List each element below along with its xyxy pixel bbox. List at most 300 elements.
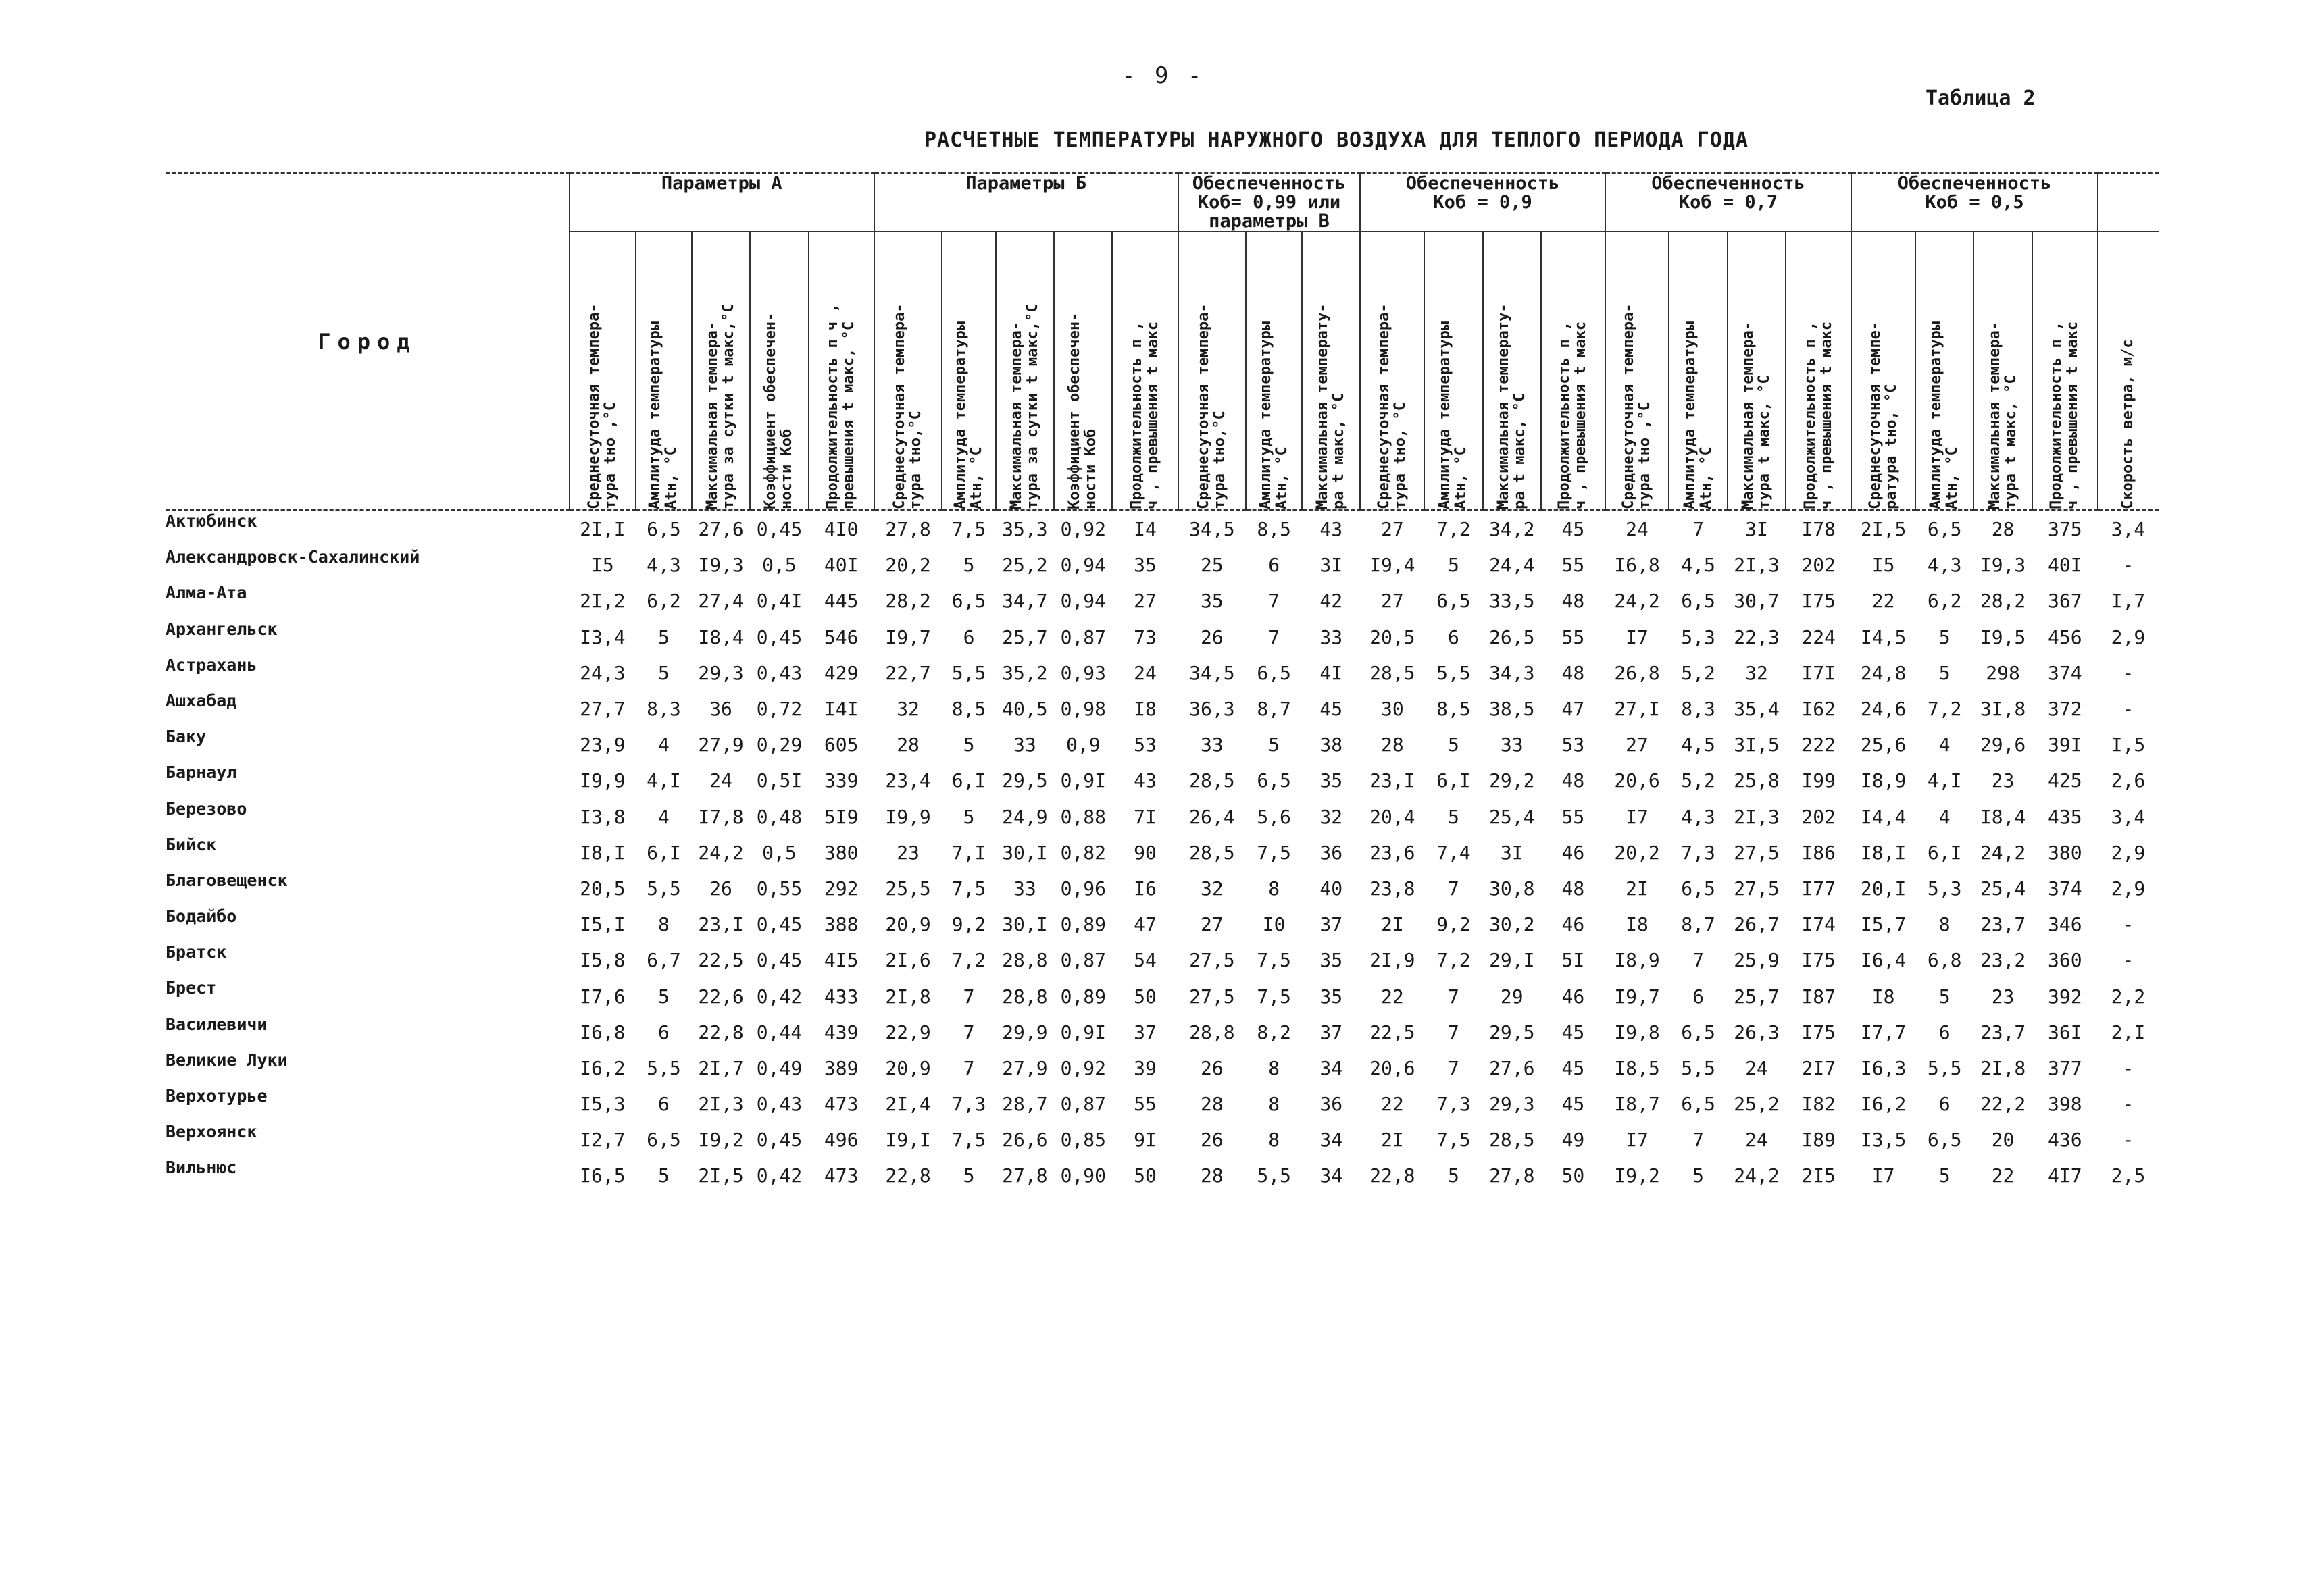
table-cell: 7,I bbox=[951, 841, 986, 864]
column-header bbox=[1178, 232, 1247, 511]
table-cell: 48 bbox=[1561, 769, 1585, 792]
table-cell: 54 bbox=[1134, 949, 1157, 972]
table-cell: 26,8 bbox=[1614, 661, 1660, 684]
table-cell: I5,8 bbox=[580, 949, 626, 972]
table-cell: I6 bbox=[1134, 877, 1157, 900]
table-cell: 22,2 bbox=[1980, 1093, 2026, 1116]
table-cell: I9,2 bbox=[1614, 1164, 1660, 1187]
table-cell: 5 bbox=[1938, 661, 1951, 684]
table-cell: 6 bbox=[1447, 625, 1459, 648]
table-cell: 45 bbox=[1561, 1093, 1585, 1116]
table-cell: 8 bbox=[1268, 1129, 1280, 1152]
column-header-label: Продолжительность п ч , превышения t макс, °С bbox=[824, 303, 858, 509]
table-cell: 22,8 bbox=[885, 1164, 931, 1187]
table-cell: 20,9 bbox=[885, 913, 931, 936]
city-name: Верхотурье bbox=[166, 1086, 268, 1106]
table-cell: 0,45 bbox=[756, 518, 803, 541]
table-cell: 7 bbox=[963, 1056, 975, 1079]
table-cell: 6,5 bbox=[647, 518, 681, 541]
table-cell: 50 bbox=[1561, 1164, 1585, 1187]
table-cell: I8,7 bbox=[1614, 1093, 1660, 1116]
table-cell: 8 bbox=[1938, 913, 1951, 936]
table-cell: 29,5 bbox=[1489, 1021, 1535, 1044]
table-cell: 5 bbox=[963, 554, 975, 577]
table-cell: 4I bbox=[1319, 661, 1343, 684]
table-cell: 2I bbox=[1380, 1129, 1404, 1152]
city-name: Благовещенск bbox=[166, 870, 288, 890]
table-cell: 28 bbox=[1201, 1164, 1224, 1187]
table-cell: I0 bbox=[1262, 913, 1286, 936]
city-name: Братск bbox=[166, 942, 227, 962]
table-cell: - bbox=[2122, 1129, 2134, 1152]
table-cell: 7I bbox=[1134, 805, 1157, 828]
table-cell: 0,45 bbox=[756, 949, 803, 972]
table-cell: I7,7 bbox=[1860, 1021, 1907, 1044]
table-cell: I9,I bbox=[885, 1129, 931, 1152]
city-name: Бийск bbox=[166, 834, 217, 854]
table-cell: 6,I bbox=[951, 769, 986, 792]
table-cell: 23 bbox=[1991, 769, 2015, 792]
table-cell: 5 bbox=[1447, 805, 1459, 828]
table-cell: 0,87 bbox=[1060, 949, 1106, 972]
table-cell: 202 bbox=[1801, 805, 1836, 828]
table-cell: 5 bbox=[658, 1164, 670, 1187]
table-cell: 8 bbox=[1268, 877, 1280, 900]
column-header-label: Максимальная темпера- тура t макс, °С bbox=[1739, 321, 1773, 509]
table-cell: 7 bbox=[1268, 590, 1280, 613]
table-cell: 90 bbox=[1134, 841, 1157, 864]
table-cell: 7 bbox=[1692, 518, 1704, 541]
table-cell: 7,3 bbox=[1436, 1093, 1471, 1116]
table-cell: 8,5 bbox=[1257, 518, 1291, 541]
column-header bbox=[636, 232, 692, 511]
table-cell: 22,5 bbox=[1369, 1021, 1415, 1044]
table-cell: 4 bbox=[1938, 733, 1951, 756]
table-cell: 5 bbox=[1447, 554, 1459, 577]
table-cell: 8,3 bbox=[647, 698, 681, 721]
table-cell: 53 bbox=[1561, 733, 1585, 756]
table-cell: 2I bbox=[1626, 877, 1649, 900]
table-cell: 5 bbox=[963, 733, 975, 756]
table-cell: 0,5 bbox=[762, 841, 797, 864]
column-header bbox=[874, 232, 942, 511]
table-cell: 46 bbox=[1561, 841, 1585, 864]
table-cell: 2,I bbox=[2111, 1021, 2146, 1044]
table-cell: 6,7 bbox=[647, 949, 681, 972]
table-cell: 47 bbox=[1134, 913, 1157, 936]
table-cell: I99 bbox=[1801, 769, 1836, 792]
table-cell: 7,2 bbox=[1927, 698, 1962, 721]
table-row bbox=[166, 655, 2159, 691]
table-cell: 0,48 bbox=[756, 805, 803, 828]
table-cell: 50 bbox=[1134, 1164, 1157, 1187]
city-name: Василевичи bbox=[166, 1014, 268, 1034]
table-cell: I5,3 bbox=[580, 1093, 626, 1116]
table-cell: 25,6 bbox=[1860, 733, 1907, 756]
table-cell: 28,2 bbox=[1980, 590, 2026, 613]
table-cell: 0,87 bbox=[1060, 625, 1106, 648]
table-row bbox=[166, 799, 2159, 835]
table-cell: I9,3 bbox=[1980, 554, 2026, 577]
table-cell: 2,9 bbox=[2111, 625, 2146, 648]
table-cell: 2,5 bbox=[2111, 1164, 2146, 1187]
table-cell: 33 bbox=[1319, 625, 1343, 648]
table-cell: 20 bbox=[1991, 1129, 2015, 1152]
table-cell: 20,4 bbox=[1369, 805, 1415, 828]
table-cell: 24,2 bbox=[1734, 1164, 1780, 1187]
table-cell: 0,44 bbox=[756, 1021, 803, 1044]
table-cell: 26,5 bbox=[1489, 625, 1535, 648]
table-cell: 8,2 bbox=[1257, 1021, 1291, 1044]
table-cell: 5,2 bbox=[1681, 769, 1715, 792]
table-cell: 0,89 bbox=[1060, 985, 1106, 1008]
table-body bbox=[166, 511, 2159, 1194]
table-cell: 37 bbox=[1319, 1021, 1343, 1044]
city-name: Вильнюс bbox=[166, 1158, 237, 1178]
table-cell: I6,2 bbox=[580, 1056, 626, 1079]
table-cell: 6 bbox=[658, 1021, 670, 1044]
table-cell: 5,5 bbox=[1436, 661, 1471, 684]
table-cell: 26,6 bbox=[1002, 1129, 1048, 1152]
table-cell: 4I7 bbox=[2048, 1164, 2082, 1187]
table-cell: I7 bbox=[1626, 625, 1649, 648]
table-cell: 32 bbox=[1745, 661, 1768, 684]
column-header-label: Амплитуда температуры Atн, °С bbox=[1681, 321, 1715, 509]
table-cell: - bbox=[2122, 1056, 2134, 1079]
table-cell: 8,7 bbox=[1681, 913, 1715, 936]
table-cell: 8,5 bbox=[951, 698, 986, 721]
table-cell: I7I bbox=[1801, 661, 1836, 684]
column-header bbox=[809, 232, 874, 511]
table-cell: 2I,4 bbox=[885, 1093, 931, 1116]
table-cell: 3I,5 bbox=[1734, 733, 1780, 756]
table-cell: 0,93 bbox=[1060, 661, 1106, 684]
table-cell: 28,8 bbox=[1002, 949, 1048, 972]
column-header bbox=[1360, 232, 1424, 511]
table-cell: I8,I bbox=[580, 841, 626, 864]
table-cell: I86 bbox=[1801, 841, 1836, 864]
table-row bbox=[166, 871, 2159, 906]
table-cell: 6,5 bbox=[1927, 518, 1962, 541]
table-cell: 22,9 bbox=[885, 1021, 931, 1044]
table-cell: 23,7 bbox=[1980, 1021, 2026, 1044]
table-cell: 37 bbox=[1134, 1021, 1157, 1044]
table-row bbox=[166, 583, 2159, 619]
table-cell: 26,4 bbox=[1189, 805, 1235, 828]
table-cell: 0,94 bbox=[1060, 590, 1106, 613]
column-header bbox=[692, 232, 750, 511]
table-cell: 30,I bbox=[1002, 913, 1048, 936]
table-cell: - bbox=[2122, 913, 2134, 936]
column-header bbox=[1424, 232, 1482, 511]
table-cell: 20,6 bbox=[1369, 1056, 1415, 1079]
column-header bbox=[1728, 232, 1786, 511]
table-cell: 439 bbox=[824, 1021, 859, 1044]
table-cell: 22,3 bbox=[1734, 625, 1780, 648]
table-cell: 25 bbox=[1201, 554, 1224, 577]
table-cell: 34 bbox=[1319, 1056, 1343, 1079]
table-cell: - bbox=[2122, 661, 2134, 684]
table-cell: 27 bbox=[1201, 913, 1224, 936]
table-cell: I6,5 bbox=[580, 1164, 626, 1187]
table-cell: 9I bbox=[1134, 1129, 1157, 1152]
table-cell: 55 bbox=[1561, 554, 1585, 577]
table-cell: 0,5 bbox=[762, 554, 797, 577]
group-header: Параметры А bbox=[570, 174, 874, 232]
table-row bbox=[166, 763, 2159, 798]
table-cell: I5 bbox=[1871, 554, 1895, 577]
table-cell: 4 bbox=[658, 805, 670, 828]
table-cell: 35 bbox=[1319, 985, 1343, 1008]
table-cell: 26,3 bbox=[1734, 1021, 1780, 1044]
table-row bbox=[166, 835, 2159, 871]
table-cell: 6 bbox=[1938, 1021, 1951, 1044]
table-cell: 22,8 bbox=[1369, 1164, 1415, 1187]
table-cell: 0,45 bbox=[756, 625, 803, 648]
table-cell: - bbox=[2122, 949, 2134, 972]
table-cell: 546 bbox=[824, 625, 859, 648]
table-cell: 45 bbox=[1561, 1021, 1585, 1044]
table-cell: I8,5 bbox=[1614, 1056, 1660, 1079]
table-cell: 53 bbox=[1134, 733, 1157, 756]
city-name: Актюбинск bbox=[166, 511, 257, 531]
table-cell: 605 bbox=[824, 733, 859, 756]
column-header-label: Амплитуда температуры Atн, °С bbox=[952, 321, 986, 509]
table-cell: I7 bbox=[1871, 1164, 1895, 1187]
table-cell: 4,I bbox=[647, 769, 681, 792]
table-cell: 28 bbox=[1201, 1093, 1224, 1116]
table-cell: 24 bbox=[1626, 518, 1649, 541]
table-cell: 45 bbox=[1319, 698, 1343, 721]
table-cell: 35 bbox=[1134, 554, 1157, 577]
table-cell: 30,2 bbox=[1489, 913, 1535, 936]
table-cell: 27,8 bbox=[1002, 1164, 1048, 1187]
table-cell: 298 bbox=[1986, 661, 2020, 684]
table-cell: 0,72 bbox=[756, 698, 803, 721]
table-cell: 23,8 bbox=[1369, 877, 1415, 900]
table-cell: 2I,3 bbox=[1734, 805, 1780, 828]
group-header: Обеспеченность Коб= 0,99 или параметры В bbox=[1178, 174, 1361, 232]
table-cell: 32 bbox=[897, 698, 920, 721]
table-cell: 4,5 bbox=[1681, 554, 1715, 577]
table-cell: 22 bbox=[1871, 590, 1895, 613]
table-cell: 5,2 bbox=[1681, 661, 1715, 684]
table-cell: 25,9 bbox=[1734, 949, 1780, 972]
table-cell: 2,9 bbox=[2111, 841, 2146, 864]
table-cell: 292 bbox=[824, 877, 859, 900]
table-cell: 6,5 bbox=[1681, 590, 1715, 613]
table-cell: 5,5 bbox=[1257, 1164, 1291, 1187]
wind-group-blank bbox=[2098, 174, 2159, 232]
table-cell: I8 bbox=[1134, 698, 1157, 721]
table-cell: I6,3 bbox=[1860, 1056, 1907, 1079]
column-header-label: Продолжительность п , ч , превышения t макс bbox=[1801, 321, 1835, 509]
table-cell: I5,7 bbox=[1860, 913, 1907, 936]
table-cell: I82 bbox=[1801, 1093, 1836, 1116]
table-cell: 456 bbox=[2048, 625, 2082, 648]
table-row bbox=[166, 942, 2159, 978]
table-cell: I9,7 bbox=[1614, 985, 1660, 1008]
table-cell: 38,5 bbox=[1489, 698, 1535, 721]
table-cell: 0,43 bbox=[756, 661, 803, 684]
table-cell: 23,I bbox=[1369, 769, 1415, 792]
table-cell: I9,9 bbox=[885, 805, 931, 828]
table-cell: I9,2 bbox=[698, 1129, 744, 1152]
table-cell: 0,94 bbox=[1060, 554, 1106, 577]
table-cell: 6,5 bbox=[1257, 769, 1291, 792]
table-cell: 5 bbox=[1938, 1164, 1951, 1187]
table-cell: 22,5 bbox=[698, 949, 744, 972]
table-cell: 29,9 bbox=[1002, 1021, 1048, 1044]
table-cell: 35,2 bbox=[1002, 661, 1048, 684]
table-cell: 433 bbox=[824, 985, 859, 1008]
table-cell: 35 bbox=[1319, 769, 1343, 792]
table-cell: 28,5 bbox=[1189, 841, 1235, 864]
table-cell: 5,3 bbox=[1927, 877, 1962, 900]
table-cell: I8 bbox=[1871, 985, 1895, 1008]
column-header bbox=[1851, 232, 1915, 511]
column-header bbox=[1302, 232, 1360, 511]
table-cell: 33 bbox=[1201, 733, 1224, 756]
table-cell: 35,4 bbox=[1734, 698, 1780, 721]
table-cell: 25,7 bbox=[1734, 985, 1780, 1008]
table-cell: 360 bbox=[2048, 949, 2082, 972]
table-row bbox=[166, 1158, 2159, 1193]
table-cell: 0,96 bbox=[1060, 877, 1106, 900]
table-cell: 5 bbox=[658, 661, 670, 684]
city-column-header: Город bbox=[166, 174, 570, 511]
table-cell: 380 bbox=[2048, 841, 2082, 864]
table-cell: 34 bbox=[1319, 1129, 1343, 1152]
table-cell: 20,2 bbox=[885, 554, 931, 577]
table-cell: 3I bbox=[1500, 841, 1524, 864]
table-cell: 28 bbox=[897, 733, 920, 756]
table-cell: 23,7 bbox=[1980, 913, 2026, 936]
table-cell: 6 bbox=[1692, 985, 1704, 1008]
table-cell: 22 bbox=[1380, 1093, 1404, 1116]
table-cell: 374 bbox=[2048, 661, 2082, 684]
table-cell: 5 bbox=[963, 1164, 975, 1187]
table-cell: 26 bbox=[1201, 1056, 1224, 1079]
table-cell: 27,I bbox=[1614, 698, 1660, 721]
table-cell: 23 bbox=[897, 841, 920, 864]
table-cell: 7 bbox=[1268, 625, 1280, 648]
table-cell: 42 bbox=[1319, 590, 1343, 613]
table-cell: 2I,5 bbox=[1860, 518, 1907, 541]
table-cell: 5 bbox=[1268, 733, 1280, 756]
column-header bbox=[1112, 232, 1178, 511]
table-cell: 2I,3 bbox=[1734, 554, 1780, 577]
table-cell: 6 bbox=[1938, 1093, 1951, 1116]
table-cell: I8 bbox=[1626, 913, 1649, 936]
table-cell: 5,6 bbox=[1257, 805, 1291, 828]
table-cell: 7 bbox=[1447, 985, 1459, 1008]
column-header bbox=[1054, 232, 1112, 511]
table-cell: 25,2 bbox=[1002, 554, 1048, 577]
table-cell: 26 bbox=[709, 877, 732, 900]
column-header bbox=[1915, 232, 1973, 511]
table-cell: 473 bbox=[824, 1164, 859, 1187]
table-cell: 28,8 bbox=[1189, 1021, 1235, 1044]
table-cell: 346 bbox=[2048, 913, 2082, 936]
table-cell: 6,I bbox=[647, 841, 681, 864]
table-cell: 33 bbox=[1500, 733, 1524, 756]
table-row bbox=[166, 1050, 2159, 1086]
table-cell: I4,5 bbox=[1860, 625, 1907, 648]
table-cell: 2I,7 bbox=[698, 1056, 744, 1079]
table-cell: 27,7 bbox=[580, 698, 626, 721]
table-cell: 27 bbox=[1134, 590, 1157, 613]
table-cell: 7,5 bbox=[1436, 1129, 1471, 1152]
table-cell: I75 bbox=[1801, 949, 1836, 972]
table-cell: 29 bbox=[1500, 985, 1524, 1008]
table-cell: 29,3 bbox=[698, 661, 744, 684]
table-cell: 4 bbox=[1938, 805, 1951, 828]
table-cell: 5 bbox=[1938, 985, 1951, 1008]
table-row bbox=[166, 978, 2159, 1014]
column-header bbox=[1605, 232, 1669, 511]
table-cell: 473 bbox=[824, 1093, 859, 1116]
table-cell: 3I bbox=[1319, 554, 1343, 577]
table-cell: 4,3 bbox=[1927, 554, 1962, 577]
table-cell: 33,5 bbox=[1489, 590, 1535, 613]
table-cell: I75 bbox=[1801, 1021, 1836, 1044]
table-cell: 0,45 bbox=[756, 913, 803, 936]
table-cell: 26 bbox=[1201, 1129, 1224, 1152]
table-cell: 36 bbox=[1319, 841, 1343, 864]
table-cell: 20,5 bbox=[1369, 625, 1415, 648]
table-row bbox=[166, 727, 2159, 763]
table-cell: 29,3 bbox=[1489, 1093, 1535, 1116]
table-cell: 5 bbox=[658, 625, 670, 648]
table-row bbox=[166, 511, 2159, 548]
table-cell: 0,89 bbox=[1060, 913, 1106, 936]
table-cell: 7,2 bbox=[1436, 518, 1471, 541]
table-cell: 45 bbox=[1561, 518, 1585, 541]
table-cell: 380 bbox=[824, 841, 859, 864]
table-cell: 8,5 bbox=[1436, 698, 1471, 721]
table-cell: 7 bbox=[963, 985, 975, 1008]
group-header-row bbox=[166, 174, 2159, 232]
table-cell: 24,2 bbox=[698, 841, 744, 864]
table-cell: 25,4 bbox=[1980, 877, 2026, 900]
table-cell: 27 bbox=[1380, 518, 1404, 541]
table-cell: 27 bbox=[1380, 590, 1404, 613]
table-cell: 374 bbox=[2048, 877, 2082, 900]
table-cell: I7 bbox=[1626, 1129, 1649, 1152]
table-cell: 36,3 bbox=[1189, 698, 1235, 721]
table-cell: 38 bbox=[1319, 733, 1343, 756]
table-cell: 8 bbox=[1268, 1093, 1280, 1116]
table-cell: 24 bbox=[1745, 1056, 1768, 1079]
table-cell: 7,4 bbox=[1436, 841, 1471, 864]
table-cell: I6,8 bbox=[580, 1021, 626, 1044]
table-cell: 27,6 bbox=[698, 518, 744, 541]
table-cell: I7 bbox=[1626, 805, 1649, 828]
table-row bbox=[166, 619, 2159, 655]
table-cell: 224 bbox=[1801, 625, 1836, 648]
table-cell: 24,6 bbox=[1860, 698, 1907, 721]
table-cell: 375 bbox=[2048, 518, 2082, 541]
column-header-label: Максимальная темпера- тура за сутки t макс,°С bbox=[704, 303, 738, 509]
table-cell: 48 bbox=[1561, 877, 1585, 900]
table-cell: 2,9 bbox=[2111, 877, 2146, 900]
table-cell: 7,5 bbox=[1257, 949, 1291, 972]
table-cell: 392 bbox=[2048, 985, 2082, 1008]
table-cell: 55 bbox=[1134, 1093, 1157, 1116]
table-cell: 27,6 bbox=[1489, 1056, 1535, 1079]
table-cell: 7 bbox=[1692, 1129, 1704, 1152]
